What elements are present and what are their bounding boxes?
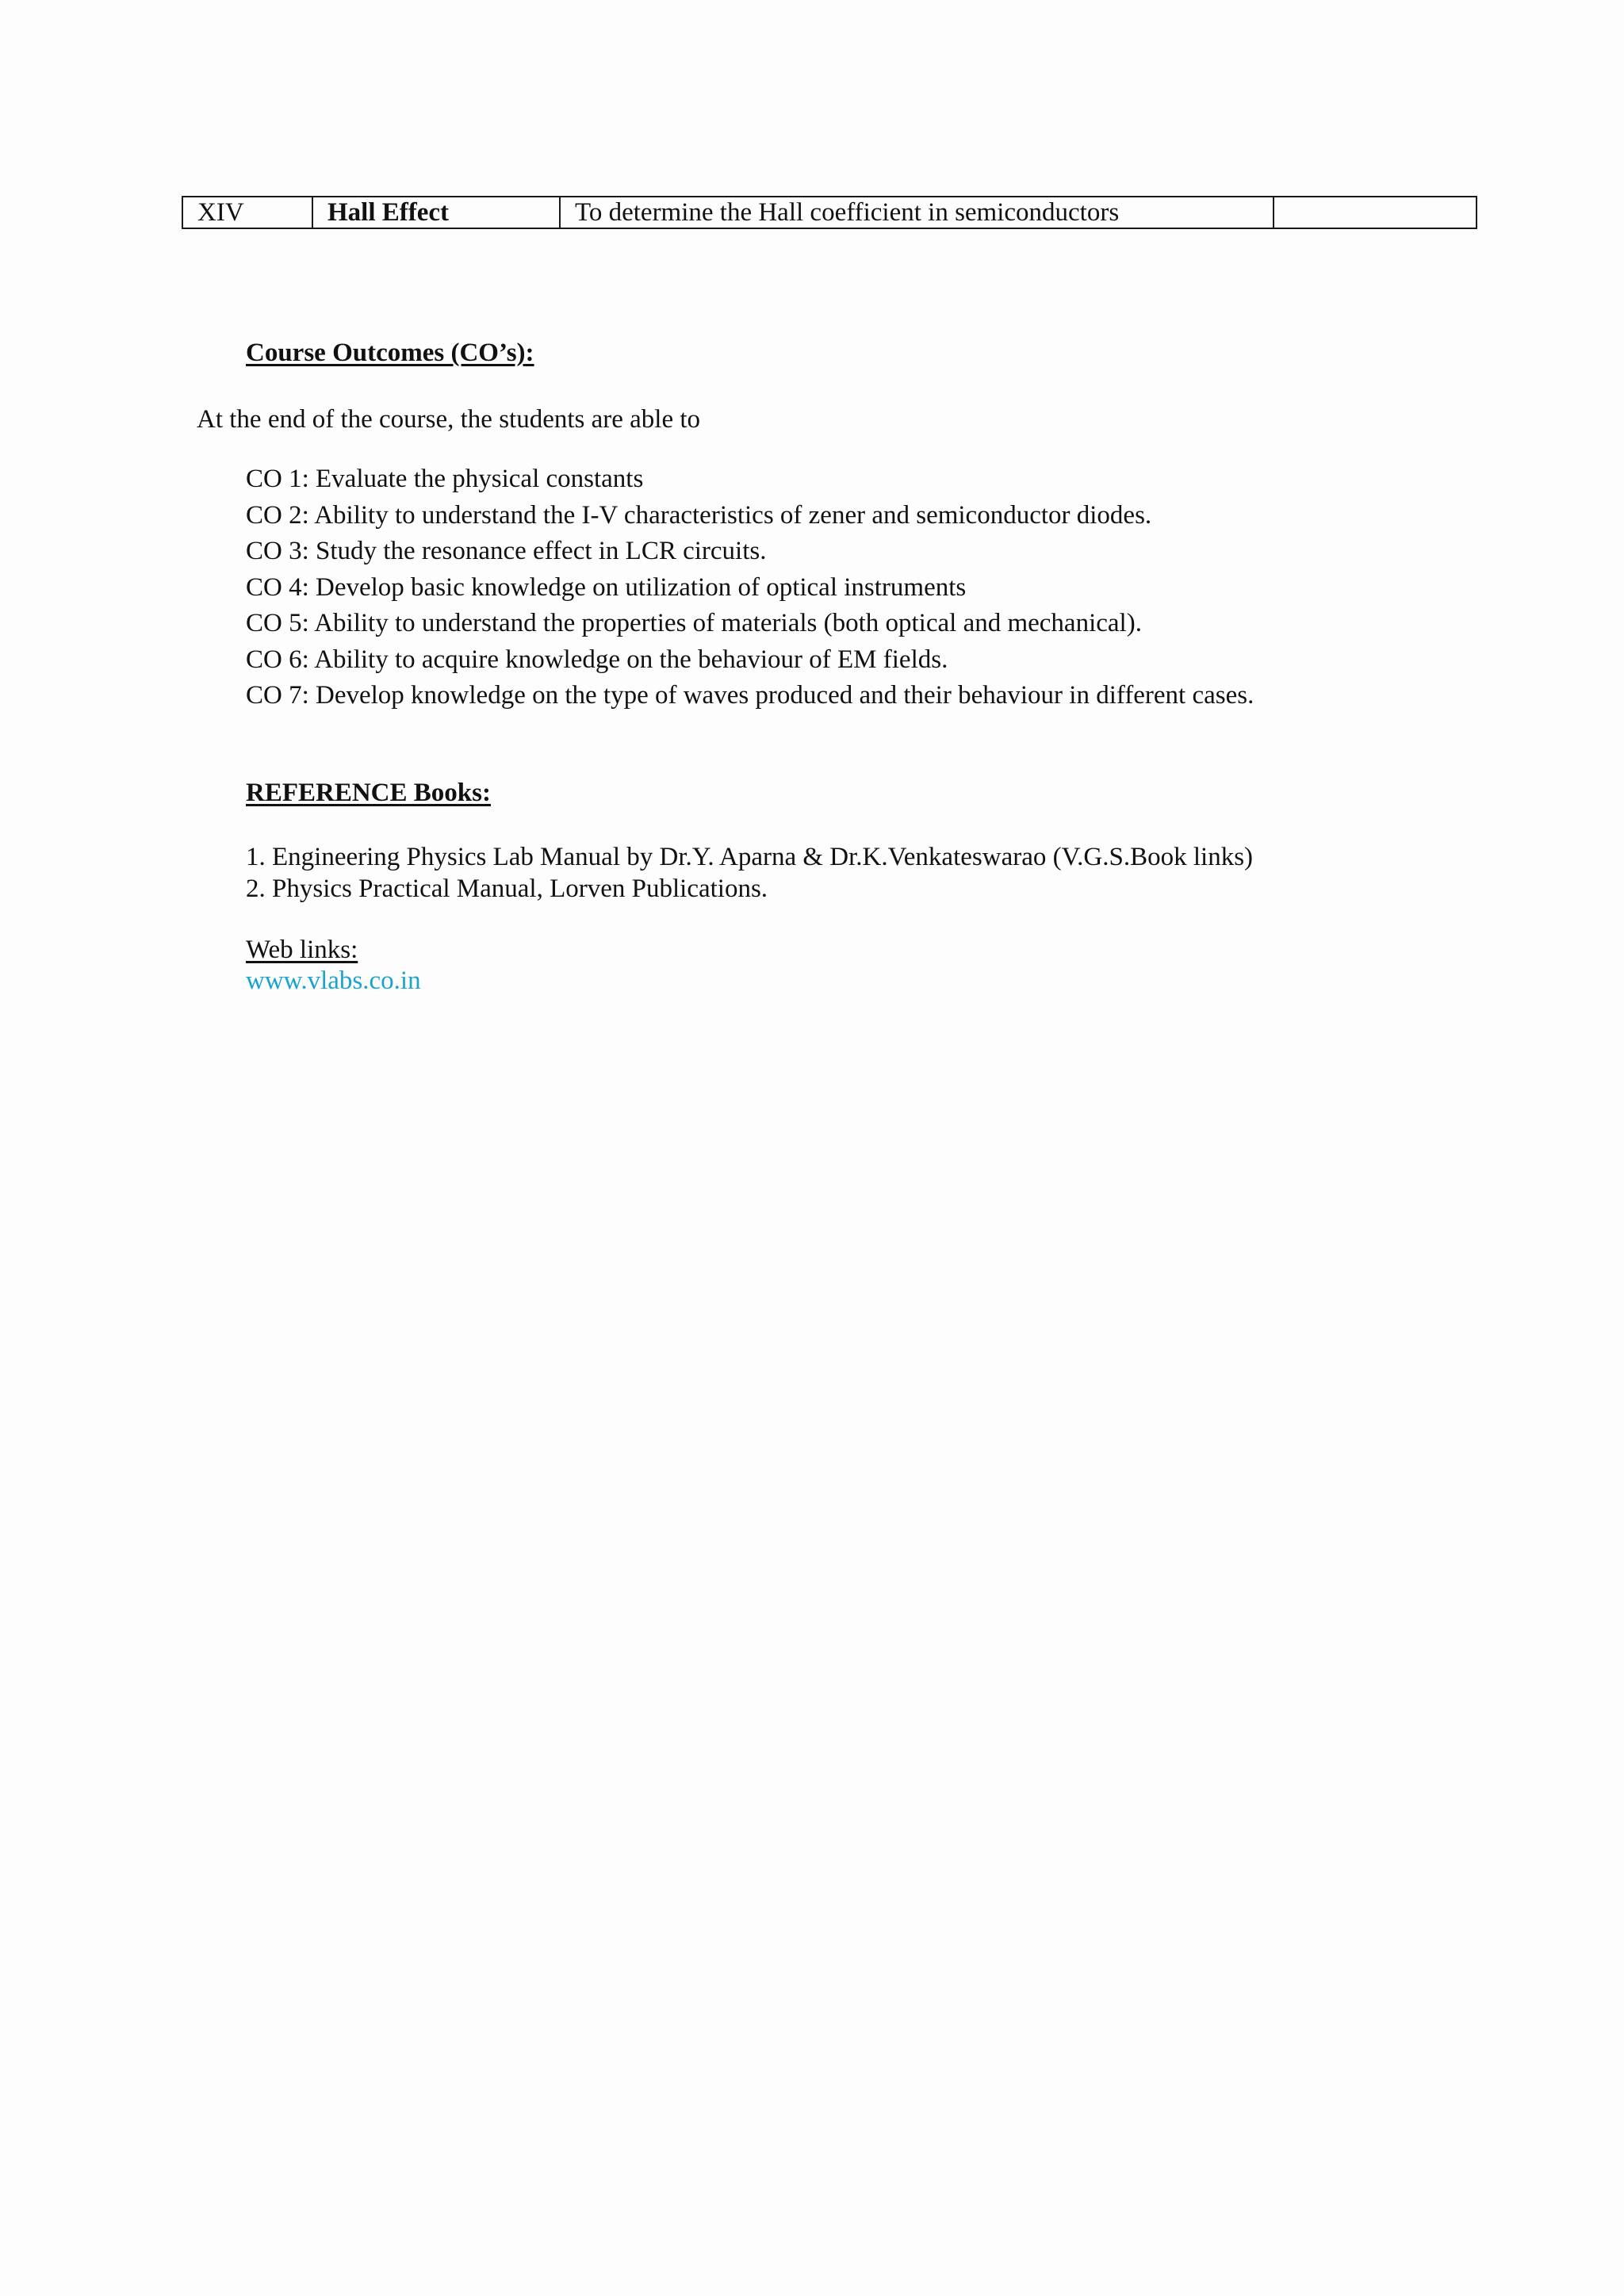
course-outcomes-list xyxy=(246,461,1254,714)
list-item: CO 4: Develop basic knowledge on utilization of optical instruments xyxy=(246,572,967,602)
experiment-number-cell: XIV xyxy=(182,197,312,228)
course-outcomes-heading: Course Outcomes (CO’s): xyxy=(246,339,534,367)
list-item: CO 5: Ability to understand the properties of materials (both optical and mechanical). xyxy=(246,609,1142,637)
list-item: CO 7: Develop knowledge on the type of waves produced and their behaviour in different cases. xyxy=(246,681,1254,710)
web-links-label: Web links: xyxy=(246,936,358,964)
reference-books-heading: REFERENCE Books: xyxy=(246,779,491,807)
list-item: 2. Physics Practical Manual, Lorven Publications. xyxy=(246,874,768,903)
list-item: CO 2: Ability to understand the I-V characteristics of zener and semiconductor diodes. xyxy=(246,500,1152,530)
experiment-remarks-cell xyxy=(1274,197,1477,228)
experiment-name-cell: Hall Effect xyxy=(312,197,560,228)
vlabs-link[interactable]: www.vlabs.co.in xyxy=(246,966,421,995)
list-item: CO 6: Ability to acquire knowledge on the behaviour of EM fields. xyxy=(246,645,948,674)
experiment-table xyxy=(182,196,1477,229)
reference-books-list xyxy=(246,841,1253,905)
table-row xyxy=(182,197,1477,228)
course-outcomes-intro: At the end of the course, the students are able to xyxy=(197,405,701,434)
experiment-aim-cell: To determine the Hall coefficient in semiconductors xyxy=(560,197,1274,228)
list-item: 1. Engineering Physics Lab Manual by Dr.Y. Aparna & Dr.K.Venkateswarao (V.G.S.Book links) xyxy=(246,843,1254,871)
list-item: CO 1: Evaluate the physical constants xyxy=(246,465,644,493)
list-item: CO 3: Study the resonance effect in LCR circuits. xyxy=(246,537,767,565)
